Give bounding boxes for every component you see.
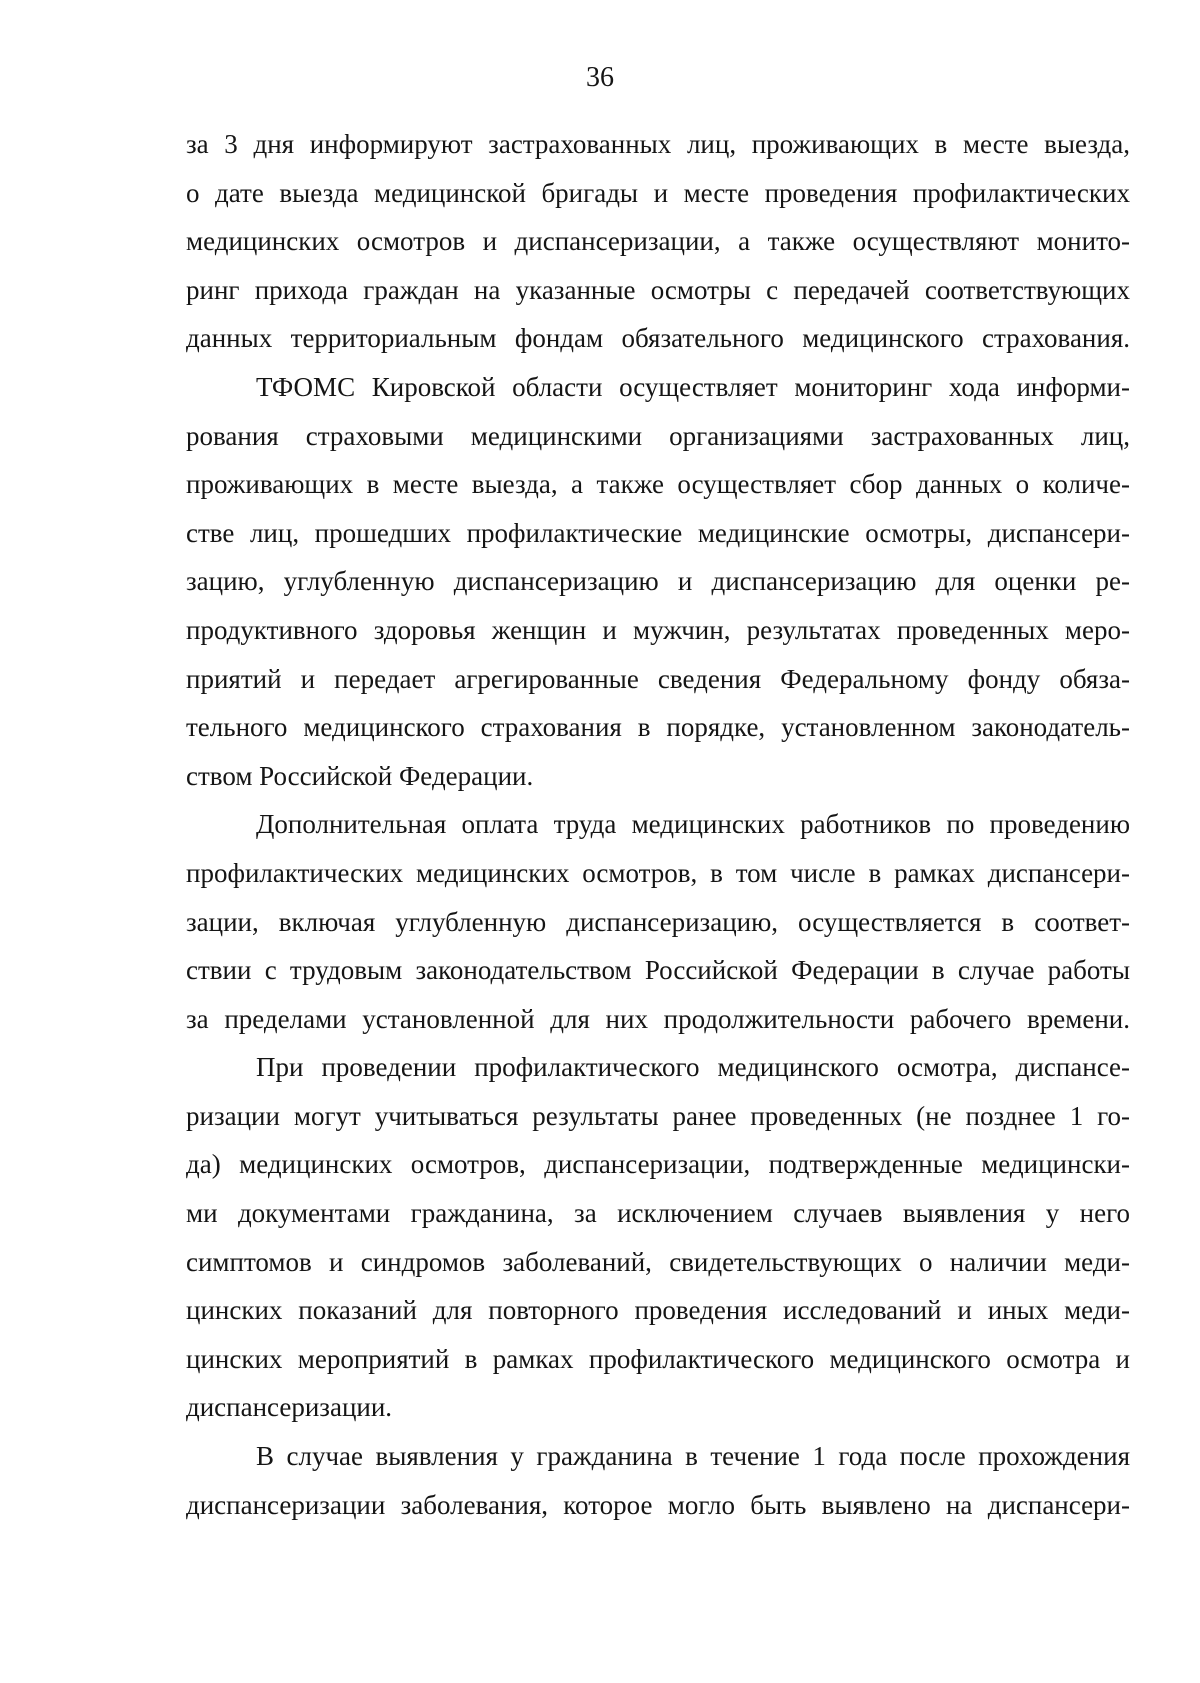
text-line: да) медицинских осмотров, диспансеризации, подтвержденные медицински- xyxy=(186,1149,1130,1180)
text-line: ризации могут учитываться результаты ранее проведенных (не позднее 1 го- xyxy=(186,1100,1130,1131)
text-line: медицинских осмотров и диспансеризации, а также осуществляют монито- xyxy=(186,226,1130,257)
page-number: 36 xyxy=(586,62,614,93)
text-line: ринг прихода граждан на указанные осмотры с передачей соответствующих xyxy=(186,274,1130,305)
text-line: рования страховыми медицинскими организациями застрахованных лиц, xyxy=(186,420,1130,451)
text-line: При проведении профилактического медицинского осмотра, диспансе- xyxy=(256,1052,1130,1083)
text-line: о дате выезда медицинской бригады и месте проведения профилактических xyxy=(186,177,1130,208)
text-line: зации, включая углубленную диспансеризацию, осуществляется в соответ- xyxy=(186,906,1130,937)
text-line: продуктивного здоровья женщин и мужчин, результатах проведенных меро- xyxy=(186,614,1130,645)
text-line: зацию, углубленную диспансеризацию и диспансеризацию для оценки ре- xyxy=(186,566,1130,597)
text-line: тельного медицинского страхования в порядке, установленном законодатель- xyxy=(186,712,1130,743)
text-line: ми документами гражданина, за исключением случаев выявления у него xyxy=(186,1198,1130,1229)
text-line: В случае выявления у гражданина в течение 1 года после прохождения xyxy=(256,1441,1130,1472)
text-line: ТФОМС Кировской области осуществляет мониторинг хода информи- xyxy=(256,371,1130,402)
text-line: диспансеризации. xyxy=(186,1392,393,1423)
text-line: ствии с трудовым законодательством Российской Федерации в случае работы xyxy=(186,955,1130,986)
text-line: цинских показаний для повторного проведения исследований и иных меди- xyxy=(186,1295,1130,1326)
paragraph-5 xyxy=(186,1432,1130,1529)
text-line: ством Российской Федерации. xyxy=(186,760,534,791)
document-body xyxy=(186,120,1130,1529)
text-line: профилактических медицинских осмотров, в том числе в рамках диспансери- xyxy=(186,857,1130,888)
paragraph-4 xyxy=(186,1043,1130,1432)
text-line: цинских мероприятий в рамках профилактического медицинского осмотра и xyxy=(186,1343,1130,1374)
text-line: приятий и передает агрегированные сведения Федеральному фонду обяза- xyxy=(186,663,1130,694)
text-line: проживающих в месте выезда, а также осуществляет сбор данных о количе- xyxy=(186,469,1130,500)
paragraph-3 xyxy=(186,800,1130,1043)
text-line: за 3 дня информируют застрахованных лиц, проживающих в месте выезда, xyxy=(186,129,1130,159)
text-line: за пределами установленной для них продолжительности рабочего времени. xyxy=(186,1003,1130,1034)
text-line: Дополнительная оплата труда медицинских работников по проведению xyxy=(256,809,1130,840)
text-line: данных территориальным фондам обязательного медицинского страхования. xyxy=(186,323,1130,354)
text-line: диспансеризации заболевания, которое могло быть выявлено на диспансери- xyxy=(186,1489,1130,1520)
paragraph-1 xyxy=(186,120,1130,363)
text-line: стве лиц, прошедших профилактические медицинские осмотры, диспансери- xyxy=(186,517,1130,548)
text-line: симптомов и синдромов заболеваний, свидетельствующих о наличии меди- xyxy=(186,1246,1130,1277)
paragraph-2 xyxy=(186,363,1130,800)
